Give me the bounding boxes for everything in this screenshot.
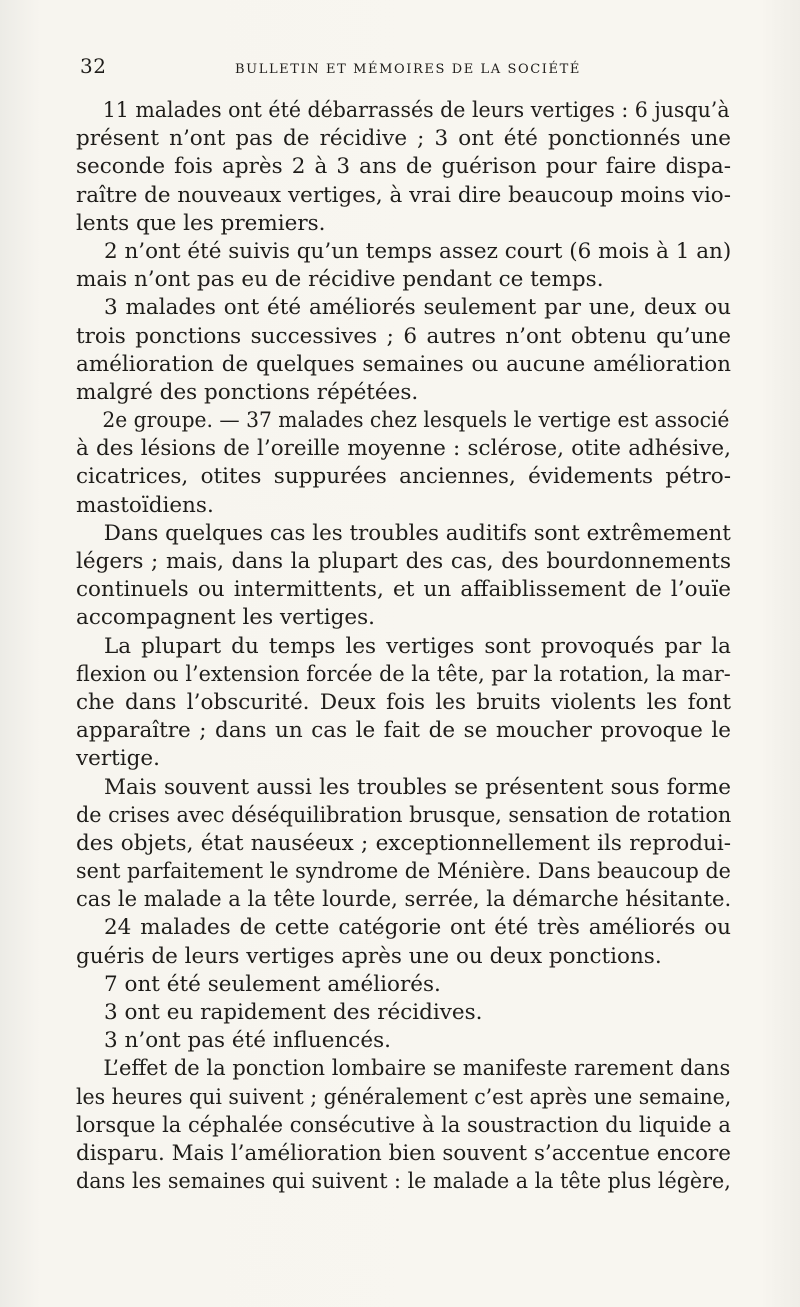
text-line: 24 malades de cette catégorie ont été très améliorés ou bbox=[104, 915, 731, 941]
text-line: apparaître ; dans un cas le fait de se moucher provoque le bbox=[76, 718, 731, 744]
text-line: les heures qui suivent ; généralement c’est après une semaine, bbox=[76, 1084, 732, 1110]
text-line: raître de nouveaux vertiges, à vrai dire beaucoup moins vio- bbox=[76, 182, 731, 208]
text-line: des objets, état nauséeux ; exceptionnellement ils reprodui- bbox=[76, 830, 731, 856]
text-line: cicatrices, otites suppurées anciennes, évidements pétro- bbox=[76, 464, 731, 490]
text-line: mastoïdiens. bbox=[76, 492, 214, 518]
text-line: La plupart du temps les vertiges sont provoqués par la bbox=[104, 633, 731, 659]
text-line: 3 malades ont été améliorés seulement par une, deux ou bbox=[104, 295, 731, 321]
text-line: mais n’ont pas eu de récidive pendant ce temps. bbox=[76, 267, 604, 293]
text-line: seconde fois après 2 à 3 ans de guérison pour faire dispa- bbox=[76, 154, 731, 180]
text-line: vertige. bbox=[76, 746, 160, 772]
text-line: disparu. Mais l’amélioration bien souvent s’accentue encore bbox=[76, 1140, 731, 1166]
page-header bbox=[80, 54, 740, 84]
text-line: Mais souvent aussi les troubles se présentent sous forme bbox=[104, 774, 731, 800]
running-head: BULLETIN ET MÉMOIRES DE LA SOCIÉTÉ bbox=[235, 62, 581, 77]
text-line: accompagnent les vertiges. bbox=[76, 605, 375, 631]
text-line: L’effet de la ponction lombaire se manifeste rarement dans bbox=[103, 1056, 731, 1082]
text-line: malgré des ponctions répétées. bbox=[76, 379, 419, 405]
body-text bbox=[76, 97, 731, 1196]
text-line: continuels ou intermittents, et un affaiblissement de l’ouïe bbox=[76, 577, 731, 603]
text-line: cas le malade a la tête lourde, serrée, la démarche hésitante. bbox=[76, 887, 732, 913]
text-line: amélioration de quelques semaines ou aucune amélioration bbox=[76, 351, 731, 377]
text-line: 3 n’ont pas été influencés. bbox=[104, 1028, 391, 1054]
text-line: guéris de leurs vertiges après une ou deux ponctions. bbox=[76, 943, 662, 969]
text-line: lorsque la céphalée consécutive à la soustraction du liquide a bbox=[76, 1112, 731, 1138]
text-line: à des lésions de l’oreille moyenne : sclérose, otite adhésive, bbox=[76, 436, 731, 462]
text-line: légers ; mais, dans la plupart des cas, des bourdonnements bbox=[76, 549, 731, 574]
text-line: Dans quelques cas les troubles auditifs sont extrêmement bbox=[103, 520, 731, 546]
text-line: 7 ont été seulement améliorés. bbox=[104, 971, 441, 997]
text-line: 2 n’ont été suivis qu’un temps assez court (6 mois à 1 an) bbox=[103, 238, 732, 264]
text-line: che dans l’obscurité. Deux fois les bruits violents les font bbox=[76, 689, 731, 715]
text-line: flexion ou l’extension forcée de la tête, par la rotation, la mar- bbox=[76, 661, 731, 687]
text-line: 11 malades ont été débarrassés de leurs vertiges : 6 jusqu’à bbox=[102, 98, 730, 123]
text-line: 2e groupe. — 37 malades chez lesquels le vertige est associé bbox=[102, 408, 730, 434]
text-line: sent parfaitement le syndrome de Ménière. Dans beaucoup de bbox=[76, 859, 731, 885]
text-line: présent n’ont pas de récidive ; 3 ont été ponctionnés une bbox=[76, 126, 731, 152]
page-number: 32 bbox=[80, 54, 107, 78]
text-line: 3 ont eu rapidement des récidives. bbox=[104, 1000, 483, 1025]
text-line: trois ponctions successives ; 6 autres n’ont obtenu qu’une bbox=[76, 323, 731, 349]
text-line: dans les semaines qui suivent : le malade a la tête plus légère, bbox=[76, 1169, 731, 1195]
text-line: lents que les premiers. bbox=[76, 210, 326, 236]
text-line: de crises avec déséquilibration brusque, sensation de rotation bbox=[76, 802, 732, 828]
